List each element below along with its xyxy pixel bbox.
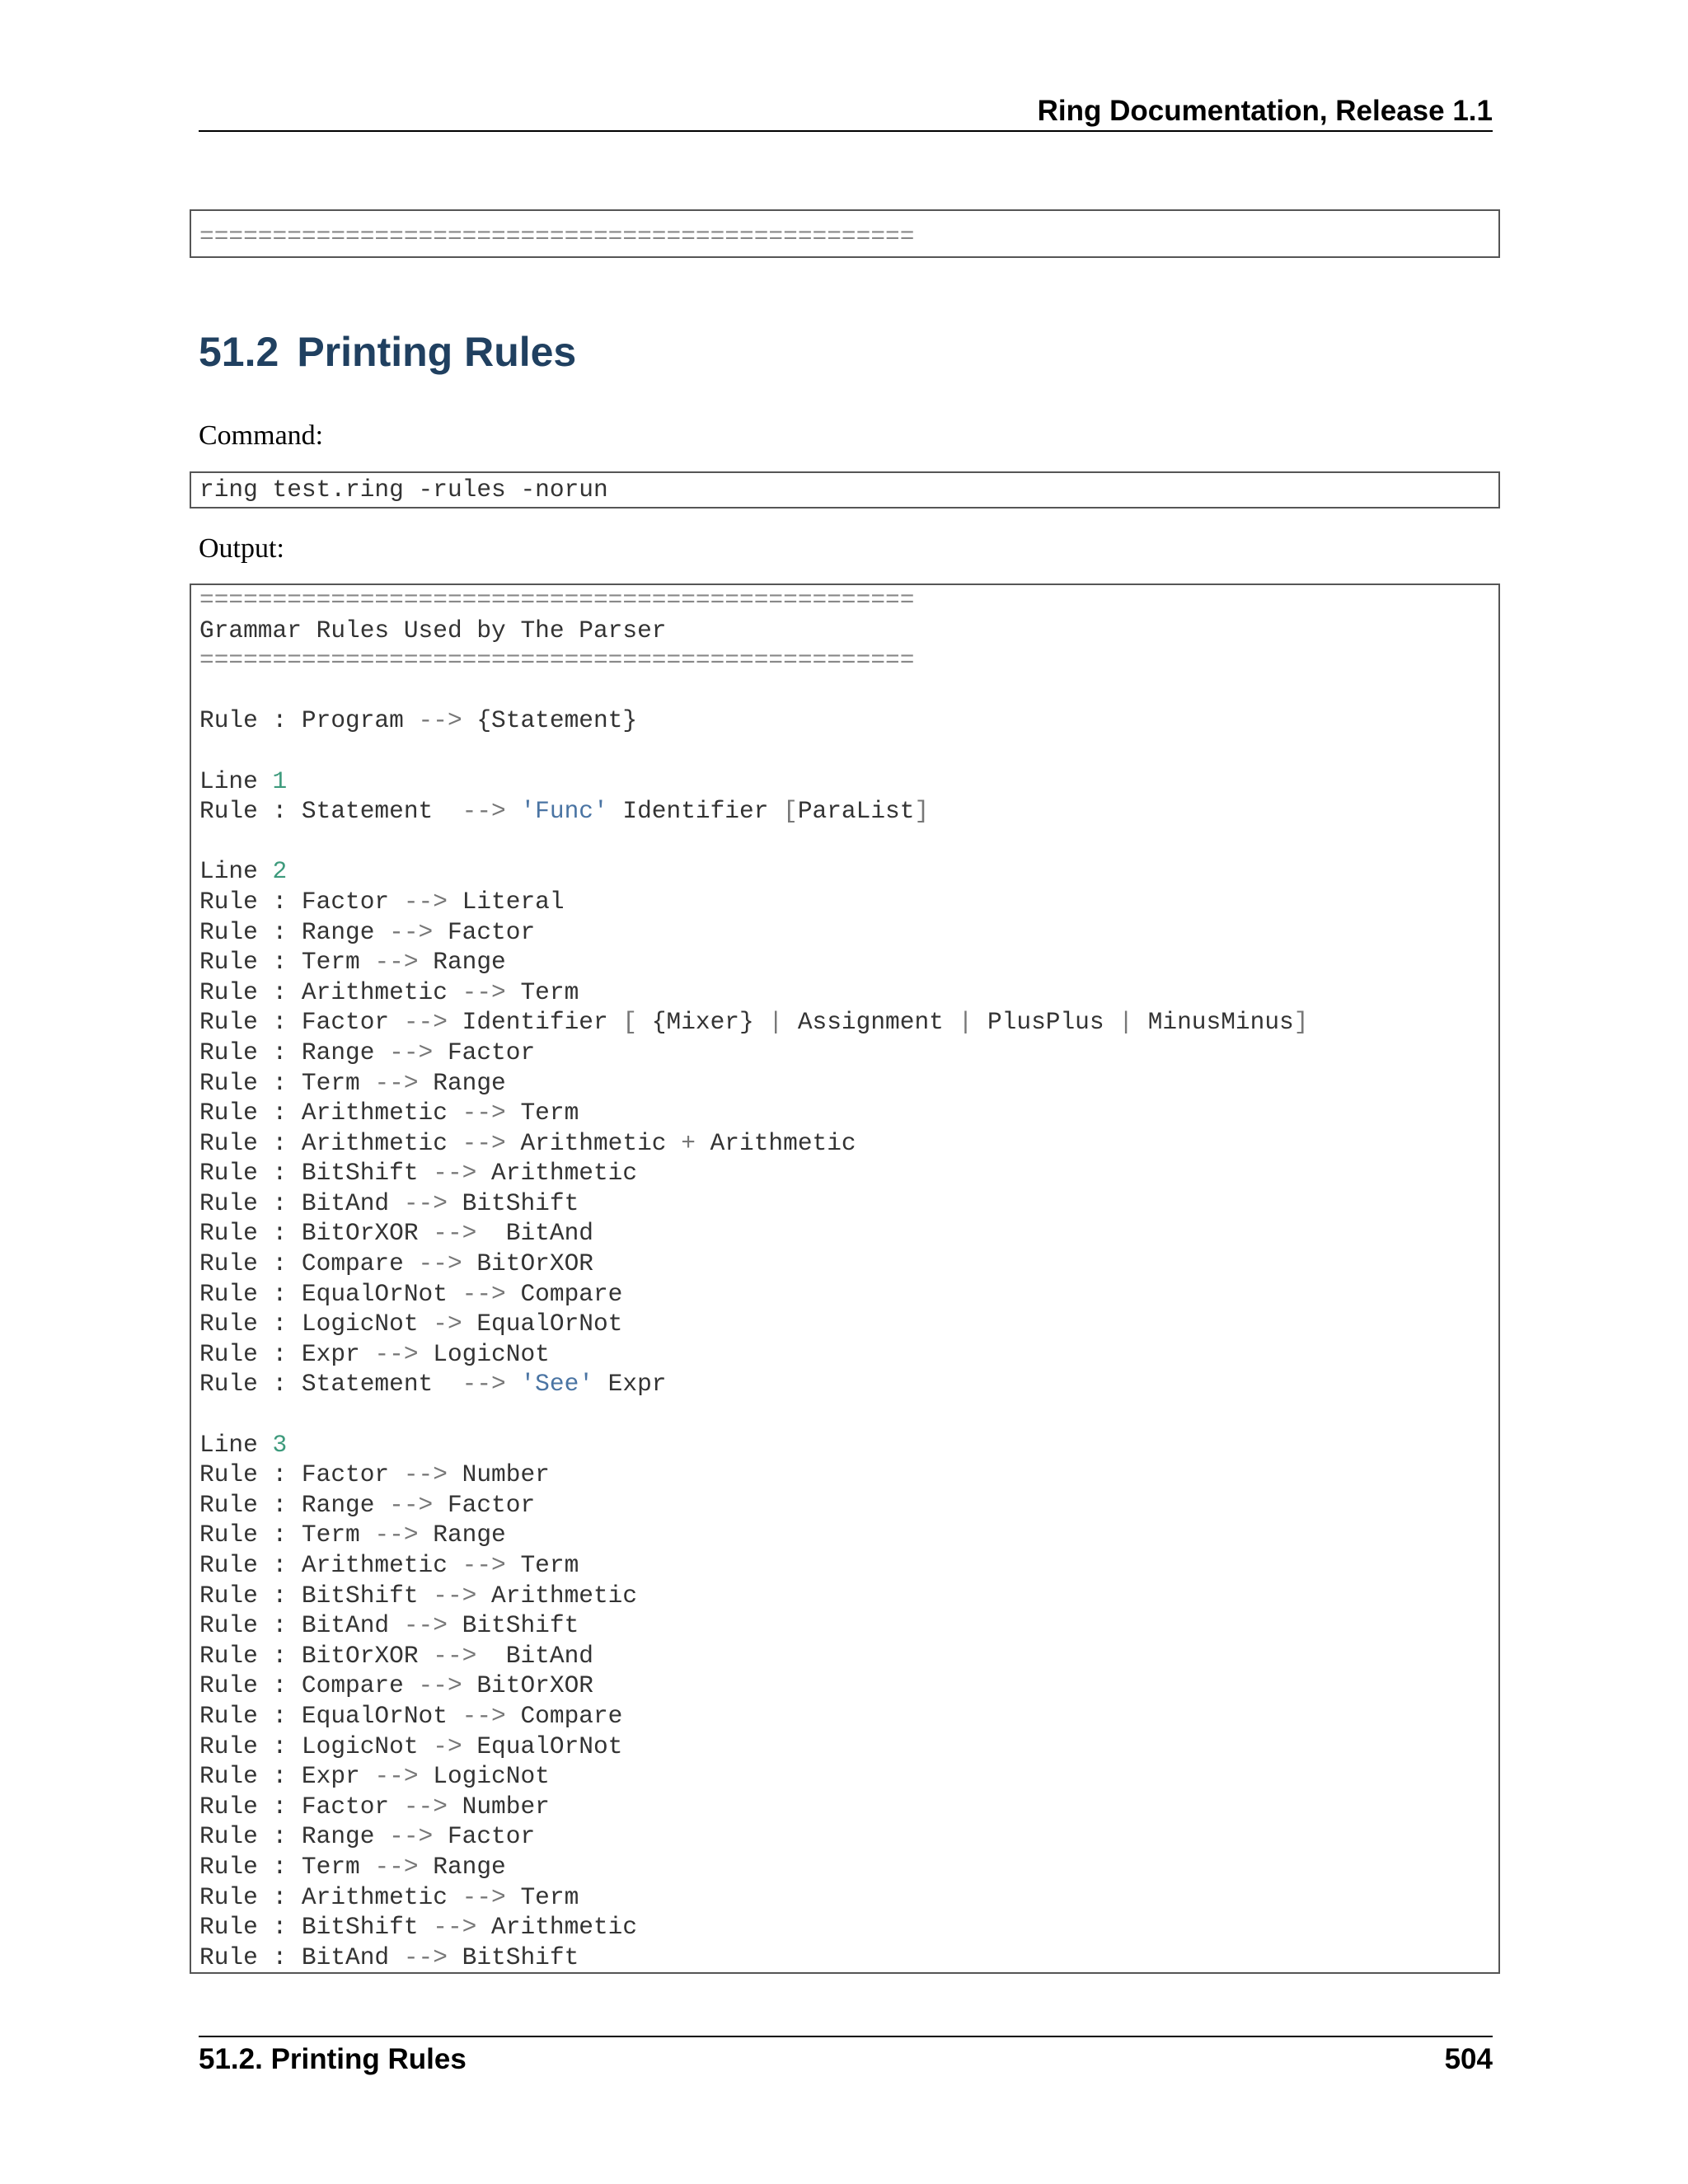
output-line: Rule : Statement --> 'Func' Identifier [ParaList] xyxy=(199,797,930,826)
output-line: Rule : Arithmetic --> Arithmetic + Arithmetic xyxy=(199,1128,856,1157)
output-line: Line 1 xyxy=(199,766,288,795)
output-line: Rule : BitAnd --> BitShift xyxy=(199,1188,579,1217)
output-line: Rule : Program --> {Statement} xyxy=(199,706,638,735)
header-divider xyxy=(199,130,1493,132)
output-line: Rule : Range --> Factor xyxy=(199,1038,536,1066)
code-line: ================================================= xyxy=(199,223,915,251)
output-line: Rule : Term --> Range xyxy=(199,1852,506,1881)
output-line: Rule : BitOrXOR --> BitAnd xyxy=(199,1219,593,1248)
output-line: Rule : Range --> Factor xyxy=(199,917,536,946)
output-line: Rule : Range --> Factor xyxy=(199,1490,536,1519)
output-line: Rule : Factor --> Number xyxy=(199,1460,550,1489)
output-line xyxy=(199,827,1498,857)
output-line: Rule : Term --> Range xyxy=(199,1521,506,1549)
section-heading xyxy=(199,326,576,378)
output-line: Rule : Expr --> LogicNot xyxy=(199,1339,550,1368)
output-line: Rule : Compare --> BitOrXOR xyxy=(199,1671,593,1700)
command-text: ring test.ring -rules -norun xyxy=(199,476,608,504)
output-line: Line 3 xyxy=(199,1430,288,1459)
output-line: Rule : Compare --> BitOrXOR xyxy=(199,1249,593,1278)
output-line: Rule : Arithmetic --> Term xyxy=(199,1882,579,1911)
footer-section-label: 51.2. Printing Rules xyxy=(199,2043,467,2075)
output-line: Rule : BitShift --> Arithmetic xyxy=(199,1159,638,1188)
output-line: Grammar Rules Used by The Parser xyxy=(199,616,667,644)
output-line: Rule : LogicNot -> EqualOrNot xyxy=(199,1732,623,1760)
output-line xyxy=(199,736,1498,766)
output-line: Rule : Arithmetic --> Term xyxy=(199,977,579,1006)
output-line: Rule : BitShift --> Arithmetic xyxy=(199,1913,638,1942)
output-line: Rule : Term --> Range xyxy=(199,948,506,977)
output-line: Rule : Term --> Range xyxy=(199,1068,506,1097)
output-line: Rule : BitAnd --> BitShift xyxy=(199,1943,579,1971)
output-line xyxy=(199,676,1498,706)
command-label: Command: xyxy=(199,420,324,451)
output-line: Rule : BitShift --> Arithmetic xyxy=(199,1581,638,1610)
output-line: Rule : Statement --> 'See' Expr xyxy=(199,1370,667,1399)
running-header: Ring Documentation, Release 1.1 xyxy=(1037,95,1493,127)
output-code-block xyxy=(190,583,1500,1974)
code-block-continuation xyxy=(190,209,1500,258)
output-line: Rule : Arithmetic --> Term xyxy=(199,1099,579,1127)
output-line: Rule : Arithmetic --> Term xyxy=(199,1551,579,1579)
output-line: Rule : Factor --> Identifier [ {Mixer} | Assignment | PlusPlus | MinusMinus] xyxy=(199,1008,1309,1037)
output-line: Rule : Expr --> LogicNot xyxy=(199,1762,550,1791)
section-title: Printing Rules xyxy=(297,329,577,375)
page-number: 504 xyxy=(1444,2043,1493,2075)
output-line: Rule : Factor --> Literal xyxy=(199,887,565,916)
page-footer xyxy=(199,2041,1493,2079)
output-line: Line 2 xyxy=(199,857,288,886)
output-line: Rule : LogicNot -> EqualOrNot xyxy=(199,1310,623,1338)
output-line: ================================================= xyxy=(199,646,915,675)
footer-divider xyxy=(199,2036,1493,2037)
command-code-block xyxy=(190,471,1500,509)
output-line: Rule : EqualOrNot --> Compare xyxy=(199,1701,623,1730)
section-number: 51.2 xyxy=(199,329,279,375)
output-line: Rule : BitOrXOR --> BitAnd xyxy=(199,1641,593,1670)
output-line: Rule : Factor --> Number xyxy=(199,1792,550,1821)
output-line: Rule : BitAnd --> BitShift xyxy=(199,1611,579,1640)
output-line: Rule : Range --> Factor xyxy=(199,1822,536,1851)
output-line xyxy=(199,1399,1498,1430)
output-line: Rule : EqualOrNot --> Compare xyxy=(199,1279,623,1308)
output-line: ================================================= xyxy=(199,586,915,614)
output-label: Output: xyxy=(199,533,284,564)
